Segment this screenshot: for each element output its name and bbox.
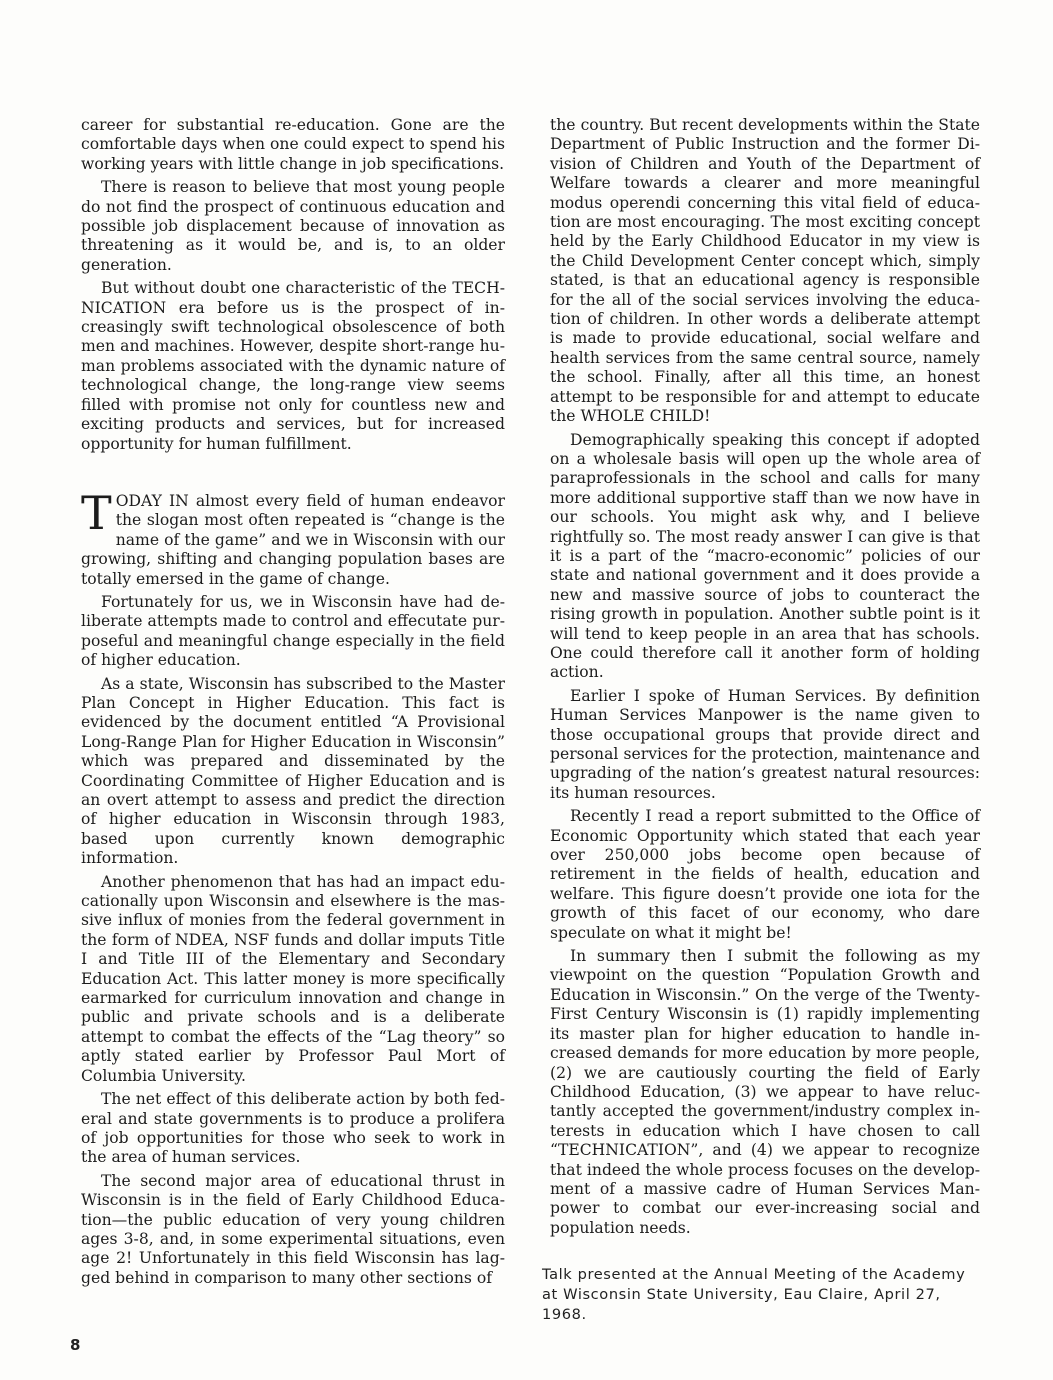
- paragraph: In summary then I submit the following as my viewpoint on the question “Population Growth and Education in Wisconsin.” On the verge of the Twenty-First Century Wisconsin is (1) rapidly implementing its master plan for higher education to handle increased demands for more education by more people, (2) we are cautiously courting the field of Early Childhood Education, (3) we appear to have reluctantly accepted the government/industry complex interests in education which I have chosen to call “TECHNICATION”, and (4) we appear to recognize that indeed the whole process focuses on the development of a massive cadre of Human Services Manpower to combat our ever-increasing social and population needs.: [550, 947, 980, 1237]
- page-number: 8: [70, 1336, 81, 1354]
- paragraph: Fortunately for us, we in Wisconsin have had deliberate attempts made to control and effecutate purposeful and meaningful change especially in the field of higher education.: [81, 592, 505, 670]
- dropcap-paragraph: [81, 485, 505, 589]
- dropcap-paragraph-text: ODAY IN almost every field of human endeavor the slogan most often repeated is “change is the name of the game” and we in Wisconsin with our growing, shifting and changing population bases are totally emersed in the game of change.: [81, 491, 505, 588]
- paragraph: Another phenomenon that has had an impact educationally upon Wisconsin and elsewhere is the massive influx of monies from the federal government in the form of NDEA, NSF funds and dollar imputs Title I and Title III of the Elementary and Secondary Education Act. This latter money is more specifically earmarked for curriculum innovation and change in public and private schools and is a deliberate attempt to combat the effects of the “Lag theory” so aptly stated earlier by Professor Paul Mort of Columbia University.: [81, 872, 505, 1085]
- paragraph: Recently I read a report submitted to the Office of Economic Opportunity which stated that each year over 250,000 jobs become open because of retirement in the fields of health, education and welfare. This figure doesn’t provide one iota for the growth of this facet of our economy, who dare speculate on what it might be!: [550, 807, 980, 942]
- paragraph: As a state, Wisconsin has subscribed to the Master Plan Concept in Higher Education. This fact is evidenced by the document entitled “A Provisional Long-Range Plan for Higher Education in Wisconsin” which was prepared and disseminated by the Coordinating Committee of Higher Education and is an overt attempt to assess and predict the direction of higher education in Wisconsin through 1983, based upon currently known demographic information.: [81, 674, 505, 868]
- right-column: [550, 116, 980, 1238]
- paragraph: The net effect of this deliberate action by both federal and state governments is to produce a prolifera of job opportunities for those who seek to work in the area of human services.: [81, 1090, 505, 1167]
- paragraph: But without doubt one characteristic of the TECHNICATION era before us is the prospect of increasingly swift technological obsolescence of both men and machines. However, despite short-range human problems associated with the dynamic nature of technological change, the long-range view seems filled with promise not only for countless new and exciting products and services, but for increased opportunity for human fulfillment.: [81, 279, 505, 453]
- section-divider: [81, 454, 505, 492]
- paragraph: There is reason to believe that most young people do not find the prospect of continuous education and possible job displacement because of innovation as threatening as it would be, and is, to an older generation.: [81, 178, 505, 274]
- paragraph: Earlier I spoke of Human Services. By definition Human Services Manpower is the name given to those occupational groups that provide direct and personal services for the protection, maintenance and upgrading of the nation’s greatest natural resources: its human resources.: [550, 686, 980, 802]
- caption-text: Talk presented at the Annual Meeting of the Academy at Wisconsin State University, Eau Claire, April 27, 1968.: [542, 1266, 966, 1323]
- paragraph: Demographically speaking this concept if adopted on a wholesale basis will open up the whole area of paraprofessionals in the school and calls for many more additional supportive staff than we now have in our schools. You might ask why, and I believe rightfully so. The most ready answer I can give is that it is a part of the “macro-economic” policies of our state and national government and it does provide a new and massive source of jobs to counteract the rising growth in population. Another subtle point is it will tend to keep people in an area that has schools. One could therefore call it another form of holding action.: [550, 430, 980, 682]
- paragraph: The second major area of educational thrust in Wisconsin is in the field of Early Childhood Education—the public education of very young children ages 3-8, and, in some experimental situations, even age 2! Unfortunately in this field Wisconsin has lagged behind in comparison to many other sections of: [81, 1171, 505, 1287]
- paragraph: career for substantial re-education. Gone are the comfortable days when one could expect to spend his working years with little change in job specifications.: [81, 116, 505, 173]
- paragraph: the country. But recent developments within the State Department of Public Instruction and the former Division of Children and Youth of the Department of Welfare towards a clearer and more meaningful modus operendi concerning this vital field of education are most encouraging. The most exciting concept held by the Early Childhood Educator in my view is the Child Development Center concept which, simply stated, is that an educational agency is responsible for the all of the social services involving the education of children. In other words a deliberate attempt is made to provide educational, social welfare and health services from the same central source, namely the school. Finally, after all this time, an honest attempt to be responsible for and attempt to educate the WHOLE CHILD!: [550, 116, 980, 426]
- drop-cap: T: [81, 485, 112, 540]
- talk-caption: [542, 1265, 982, 1325]
- left-column: [81, 116, 505, 1288]
